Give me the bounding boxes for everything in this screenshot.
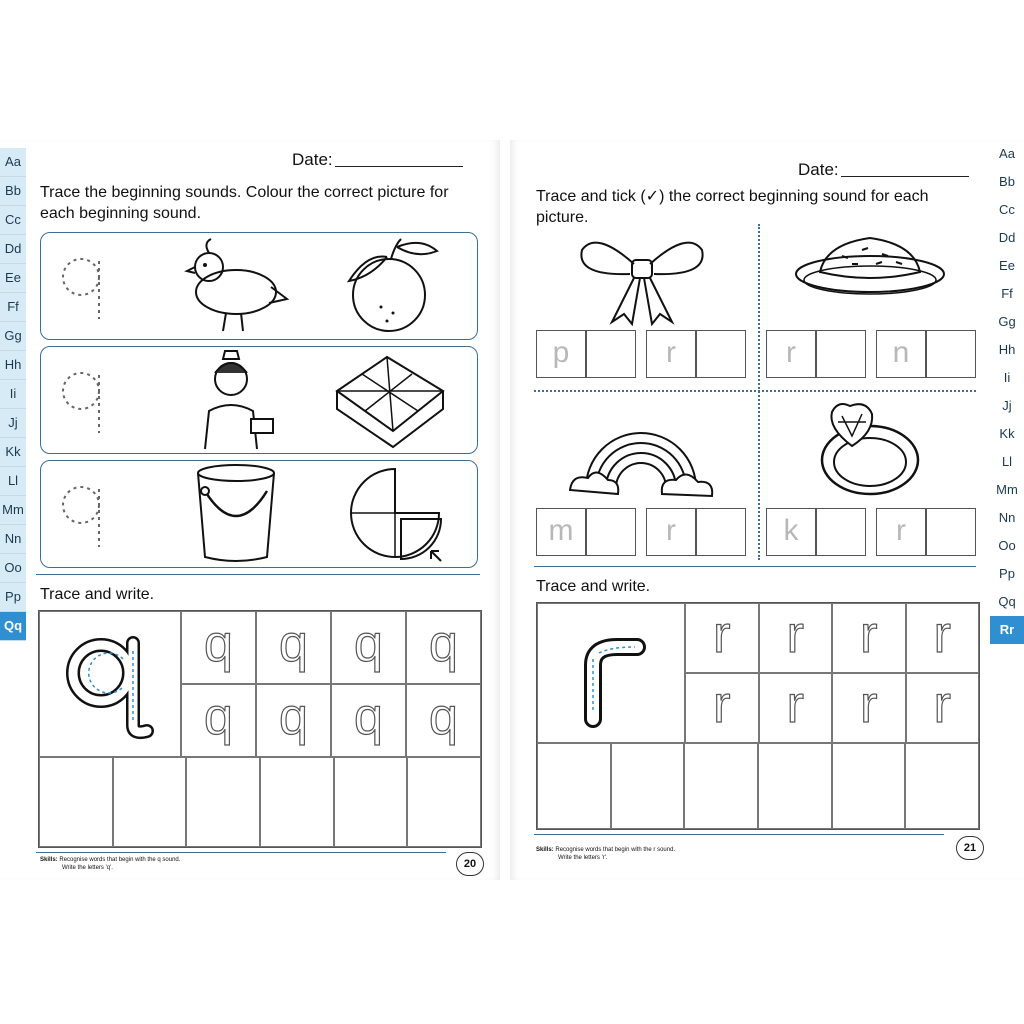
letter-option[interactable]: r — [646, 508, 696, 556]
alphabet-tab[interactable]: Dd — [0, 235, 26, 264]
dotted-letter: q — [354, 615, 383, 673]
dotted-letter: q — [279, 688, 308, 747]
rainbow-icon[interactable] — [566, 398, 716, 502]
blank-write-cell[interactable] — [260, 757, 334, 847]
blank-write-cell[interactable] — [407, 757, 481, 847]
right-page — [510, 140, 1024, 880]
dotted-q-trace[interactable] — [57, 367, 117, 437]
dotted-letter: r — [786, 606, 804, 664]
option-boxes-rice — [766, 330, 976, 378]
quail-icon[interactable] — [181, 237, 291, 335]
option-boxes-ring — [766, 508, 976, 556]
dotted-letter: r — [860, 606, 878, 664]
letter-option[interactable]: m — [536, 508, 586, 556]
quilt-icon[interactable] — [327, 351, 453, 449]
trace-cell[interactable] — [181, 684, 256, 757]
alphabet-tab[interactable]: Dd — [998, 230, 1016, 245]
option-boxes-rainbow — [536, 508, 746, 556]
alphabet-tab[interactable]: Ee — [0, 264, 26, 293]
dotted-q-trace[interactable] — [57, 253, 117, 323]
dotted-letter: r — [713, 606, 731, 664]
trace-row-3 — [40, 460, 478, 568]
tick-box[interactable] — [586, 330, 636, 378]
bucket-icon[interactable] — [191, 461, 281, 565]
letter-option[interactable]: p — [536, 330, 586, 378]
alphabet-tab[interactable]: Ff — [0, 293, 26, 322]
alphabet-tab[interactable]: Qq — [0, 612, 26, 641]
blank-write-cell[interactable] — [186, 757, 260, 847]
alphabet-tab[interactable]: Mm — [0, 496, 26, 525]
alphabet-tab[interactable]: Hh — [0, 351, 26, 380]
tick-box[interactable] — [926, 508, 976, 556]
skills-note: Skills: Recognise words that begin with the q sound. Write the letters 'q'. — [40, 857, 181, 871]
alphabet-tab[interactable]: Pp — [999, 566, 1015, 581]
alphabet-tabs-right — [990, 140, 1024, 644]
alphabet-tab[interactable]: Hh — [998, 342, 1016, 357]
alphabet-tab[interactable]: Aa — [0, 148, 26, 177]
trace-cell[interactable] — [685, 673, 759, 743]
tick-box[interactable] — [696, 508, 746, 556]
dotted-letter: r — [933, 676, 951, 735]
blank-write-cell[interactable] — [611, 743, 685, 829]
date-field[interactable] — [798, 160, 969, 180]
model-letter-cell — [537, 603, 685, 743]
dotted-letter: q — [354, 688, 383, 747]
date-label: Date: — [292, 150, 333, 169]
alphabet-tab[interactable]: Ee — [999, 258, 1015, 273]
alphabet-tab[interactable]: Ii — [1003, 370, 1011, 385]
date-label: Date: — [798, 160, 839, 179]
instruction-text: Trace the beginning sounds. Colour the correct picture for each beginning sound. — [40, 184, 449, 222]
alphabet-tab[interactable]: Ll — [1001, 454, 1013, 469]
alphabet-tab[interactable]: Cc — [0, 206, 26, 235]
alphabet-tab[interactable]: Aa — [999, 146, 1015, 161]
trace-cell[interactable] — [906, 673, 980, 743]
alphabet-tab[interactable]: Kk — [999, 426, 1015, 441]
alphabet-tab[interactable]: Jj — [1002, 398, 1012, 413]
page-number: 21 — [956, 836, 984, 860]
trace-cell[interactable] — [406, 611, 481, 684]
alphabet-tab[interactable]: Ff — [1001, 286, 1013, 301]
model-letter-cell — [39, 611, 181, 757]
alphabet-tab[interactable]: Cc — [999, 202, 1015, 217]
dotted-divider — [534, 390, 976, 392]
trace-write-title: Trace and write. — [536, 578, 651, 595]
trace-cell[interactable] — [832, 673, 906, 743]
blank-write-cell[interactable] — [113, 757, 187, 847]
dotted-q-trace[interactable] — [57, 481, 117, 551]
alphabet-tab[interactable]: Gg — [0, 322, 26, 351]
instruction-text: Trace and tick (✓) the correct beginning sound for each picture. — [536, 188, 929, 226]
rice-plate-icon[interactable] — [792, 230, 948, 302]
alphabet-tab[interactable]: Bb — [0, 177, 26, 206]
alphabet-tabs-left — [0, 148, 26, 641]
divider — [534, 834, 944, 835]
letter-option[interactable]: r — [766, 330, 816, 378]
alphabet-tab[interactable]: Bb — [999, 174, 1015, 189]
alphabet-tab[interactable]: Oo — [0, 554, 26, 583]
letter-option[interactable]: n — [876, 330, 926, 378]
dotted-letter: r — [786, 676, 804, 735]
ribbon-bow-icon[interactable] — [576, 230, 708, 326]
workbook-spread — [0, 140, 1024, 880]
quarter-circle-icon[interactable] — [345, 463, 445, 565]
tick-box[interactable] — [696, 330, 746, 378]
dotted-letter: q — [279, 615, 308, 673]
alphabet-tab[interactable]: Kk — [0, 438, 26, 467]
alphabet-tab[interactable]: Mm — [996, 482, 1018, 497]
trace-row-2 — [40, 346, 478, 454]
trace-write-title: Trace and write. — [40, 586, 155, 603]
alphabet-tab[interactable]: Rr — [990, 616, 1024, 644]
dotted-letter: r — [713, 676, 731, 735]
alphabet-tab[interactable]: Ll — [0, 467, 26, 496]
divider — [534, 566, 976, 567]
trace-row-1 — [40, 232, 478, 340]
tick-box[interactable] — [816, 330, 866, 378]
trace-cell[interactable] — [256, 684, 331, 757]
tick-box[interactable] — [586, 508, 636, 556]
alphabet-tab[interactable]: Qq — [998, 594, 1016, 609]
trace-cell[interactable] — [331, 684, 406, 757]
page-number: 20 — [456, 852, 484, 876]
alphabet-tab[interactable]: Oo — [998, 538, 1016, 553]
alphabet-tab[interactable]: Gg — [998, 314, 1016, 329]
blank-write-cell[interactable] — [537, 743, 611, 829]
date-field[interactable] — [292, 150, 463, 170]
alphabet-tab[interactable]: Nn — [0, 525, 26, 554]
blank-write-cell[interactable] — [39, 757, 113, 847]
letter-option[interactable]: r — [876, 508, 926, 556]
trace-cell[interactable] — [906, 603, 980, 673]
ring-icon[interactable] — [808, 396, 924, 502]
blank-write-cell[interactable] — [684, 743, 758, 829]
skills-note: Skills: Recognise words that begin with the r sound. Write the letters 'r'. — [536, 847, 676, 861]
dotted-letter: q — [204, 688, 233, 747]
alphabet-tab[interactable]: Pp — [0, 583, 26, 612]
trace-cell[interactable] — [685, 603, 759, 673]
divider — [36, 574, 480, 575]
letter-option[interactable]: r — [646, 330, 696, 378]
blank-write-cell[interactable] — [758, 743, 832, 829]
dotted-letter: q — [429, 615, 458, 673]
dotted-letter: q — [204, 615, 233, 673]
blank-write-cell[interactable] — [334, 757, 408, 847]
writing-grid[interactable] — [536, 602, 980, 830]
dotted-divider — [758, 224, 760, 560]
alphabet-tab[interactable]: Jj — [0, 409, 26, 438]
trace-cell[interactable] — [759, 603, 833, 673]
orange-icon[interactable] — [341, 233, 441, 335]
letter-option[interactable]: k — [766, 508, 816, 556]
dotted-letter: r — [860, 676, 878, 735]
trace-cell[interactable] — [181, 611, 256, 684]
trace-cell[interactable] — [759, 673, 833, 743]
trace-cell[interactable] — [256, 611, 331, 684]
alphabet-tab[interactable]: Nn — [998, 510, 1016, 525]
trace-cell[interactable] — [832, 603, 906, 673]
dotted-letter: r — [933, 606, 951, 664]
left-page — [0, 140, 500, 880]
tick-box[interactable] — [926, 330, 976, 378]
writing-grid[interactable] — [38, 610, 482, 848]
alphabet-tab[interactable]: Ii — [0, 380, 26, 409]
blank-write-cell[interactable] — [905, 743, 979, 829]
tick-box[interactable] — [816, 508, 866, 556]
nurse-icon[interactable] — [191, 349, 281, 451]
option-boxes-bow — [536, 330, 746, 378]
divider — [36, 852, 446, 853]
trace-cell[interactable] — [406, 684, 481, 757]
trace-cell[interactable] — [331, 611, 406, 684]
dotted-letter: q — [429, 688, 458, 747]
blank-write-cell[interactable] — [832, 743, 906, 829]
